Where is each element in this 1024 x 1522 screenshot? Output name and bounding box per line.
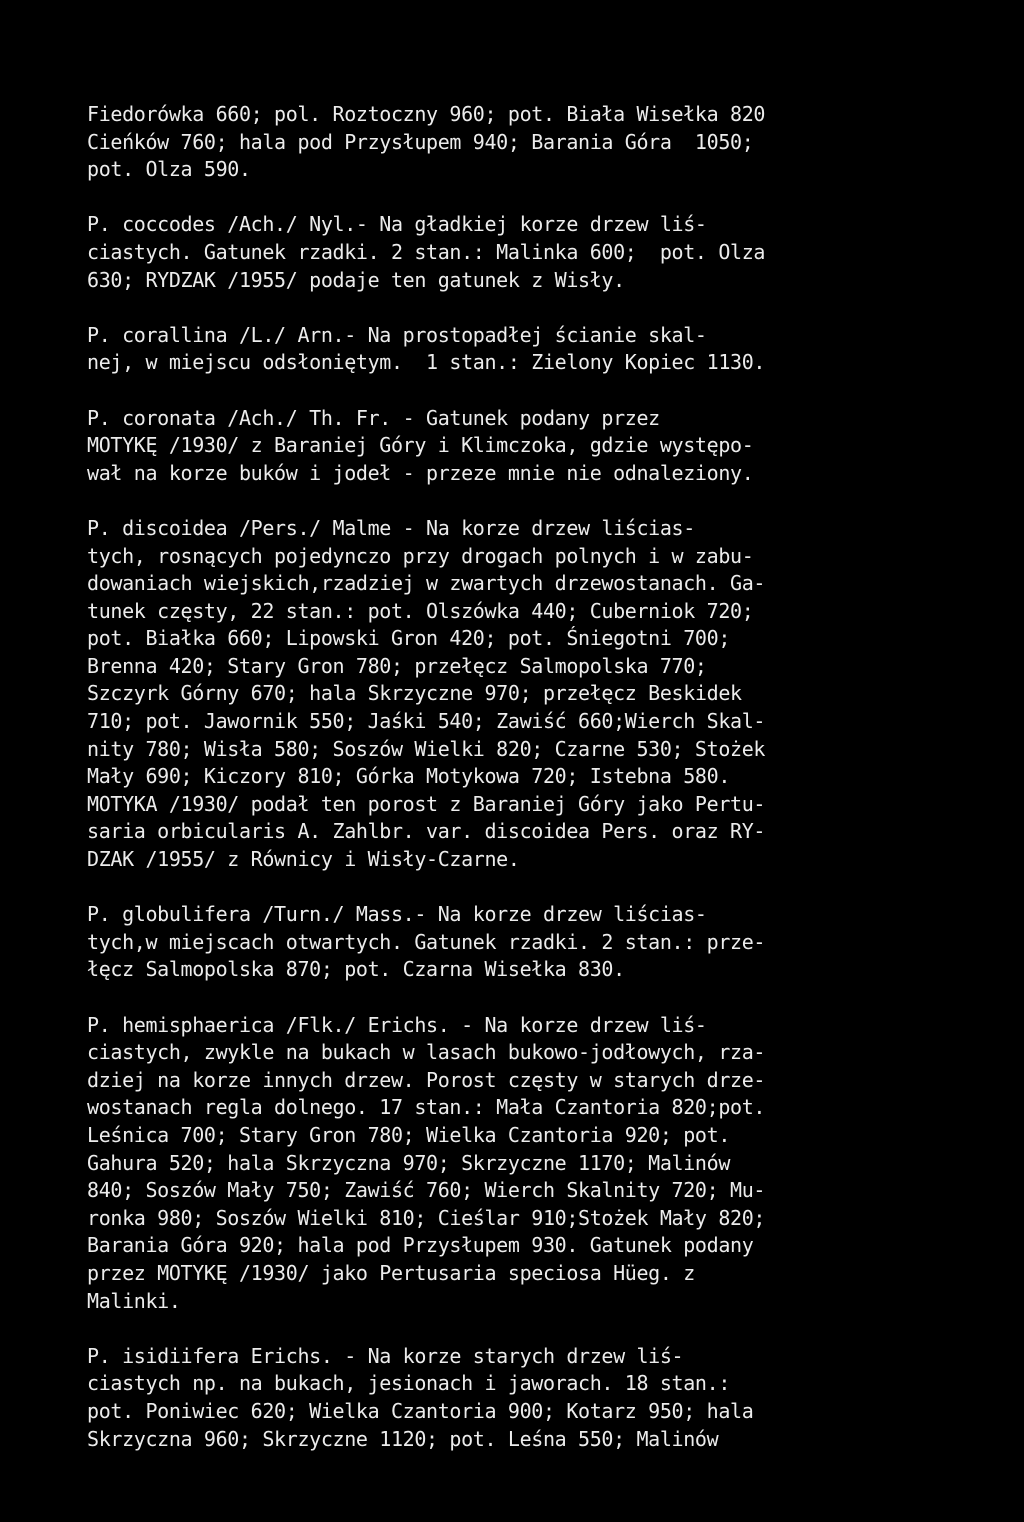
text-line: nity 780; Wisła 580; Soszów Wielki 820; Czarne 530; Stożek <box>87 736 766 761</box>
paragraph-p6 <box>87 1012 947 1316</box>
paragraph-p2 <box>87 322 947 377</box>
text-line: 710; pot. Jawornik 550; Jaśki 540; Zawiść 660;Wierch Skal- <box>87 709 766 734</box>
text-line: ciastych np. na bukach, jesionach i jaworach. 18 stan.: <box>87 1371 731 1396</box>
text-line: ronka 980; Soszów Wielki 810; Cieślar 910;Stożek Mały 820; <box>87 1205 766 1230</box>
text-line: Skrzyczna 960; Skrzyczne 1120; pot. Leśna 550; Malinów <box>87 1426 719 1451</box>
text-line: pot. Białka 660; Lipowski Gron 420; pot. Śniegotni 700; <box>87 626 731 651</box>
text-line: dowaniach wiejskich,rzadziej w zwartych drzewostanach. Ga- <box>87 571 766 596</box>
text-line: Cieńków 760; hala pod Przysłupem 940; Barania Góra 1050; <box>87 129 754 154</box>
text-line: saria orbicularis A. Zahlbr. var. discoidea Pers. oraz RY- <box>87 819 766 844</box>
text-line: P. coronata /Ach./ Th. Fr. - Gatunek podany przez <box>87 405 660 430</box>
text-line: ciastych. Gatunek rzadki. 2 stan.: Malinka 600; pot. Olza <box>87 239 766 264</box>
paragraph-p0 <box>87 101 947 184</box>
text-line: P. coccodes /Ach./ Nyl.- Na gładkiej korze drzew liś- <box>87 212 707 237</box>
text-line: wał na korze buków i jodeł - przeze mnie nie odnaleziony. <box>87 460 754 485</box>
text-line: Szczyrk Górny 670; hala Skrzyczne 970; przełęcz Beskidek <box>87 681 742 706</box>
text-line: P. isidiifera Erichs. - Na korze starych drzew liś- <box>87 1343 684 1368</box>
paragraph-p5 <box>87 901 947 984</box>
typed-text-body <box>87 101 947 1481</box>
text-line: Mały 690; Kiczory 810; Górka Motykowa 720; Istebna 580. <box>87 764 731 789</box>
text-line: Brenna 420; Stary Gron 780; przełęcz Salmopolska 770; <box>87 653 707 678</box>
text-line: P. globulifera /Turn./ Mass.- Na korze drzew liścias- <box>87 902 707 927</box>
text-line: tych,w miejscach otwartych. Gatunek rzadki. 2 stan.: prze- <box>87 929 766 954</box>
text-line: MOTYKA /1930/ podał ten porost z Baraniej Góry jako Pertu- <box>87 791 766 816</box>
text-line: wostanach regla dolnego. 17 stan.: Mała Czantoria 820;pot. <box>87 1095 766 1120</box>
text-line: nej, w miejscu odsłoniętym. 1 stan.: Zielony Kopiec 1130. <box>87 350 766 375</box>
text-line: 630; RYDZAK /1955/ podaje ten gatunek z Wisły. <box>87 267 625 292</box>
text-line: ciastych, zwykle na bukach w lasach bukowo-jodłowych, rza- <box>87 1040 766 1065</box>
paragraph-p7 <box>87 1343 947 1453</box>
paragraph-p4 <box>87 515 947 874</box>
text-line: Gahura 520; hala Skrzyczna 970; Skrzyczne 1170; Malinów <box>87 1150 731 1175</box>
text-line: Leśnica 700; Stary Gron 780; Wielka Czantoria 920; pot. <box>87 1122 731 1147</box>
text-line: Fiedorówka 660; pol. Roztoczny 960; pot. Biała Wisełka 820 <box>87 102 766 126</box>
text-line: tych, rosnących pojedynczo przy drogach polnych i w zabu- <box>87 543 754 568</box>
text-line: P. corallina /L./ Arn.- Na prostopadłej ścianie skal- <box>87 322 707 347</box>
text-line: dziej na korze innych drzew. Porost częsty w starych drze- <box>87 1067 766 1092</box>
text-line: P. hemisphaerica /Flk./ Erichs. - Na korze drzew liś- <box>87 1012 707 1037</box>
text-line: pot. Olza 590. <box>87 157 251 182</box>
text-line: przez MOTYKĘ /1930/ jako Pertusaria speciosa Hüeg. z <box>87 1260 695 1285</box>
paragraph-p1 <box>87 211 947 294</box>
text-line: Malinki. <box>87 1288 181 1313</box>
text-line: DZAK /1955/ z Równicy i Wisły-Czarne. <box>87 847 520 872</box>
text-line: P. discoidea /Pers./ Malme - Na korze drzew liścias- <box>87 515 695 540</box>
paragraph-p3 <box>87 405 947 488</box>
text-line: 840; Soszów Mały 750; Zawiść 760; Wierch Skalnity 720; Mu- <box>87 1178 766 1203</box>
text-line: tunek częsty, 22 stan.: pot. Olszówka 440; Cuberniok 720; <box>87 598 754 623</box>
text-line: MOTYKĘ /1930/ z Baraniej Góry i Klimczoka, gdzie występo- <box>87 433 754 458</box>
text-line: Barania Góra 920; hala pod Przysłupem 930. Gatunek podany <box>87 1233 754 1258</box>
text-line: pot. Poniwiec 620; Wielka Czantoria 900; Kotarz 950; hala <box>87 1398 754 1423</box>
text-line: łęcz Salmopolska 870; pot. Czarna Wisełka 830. <box>87 957 625 982</box>
